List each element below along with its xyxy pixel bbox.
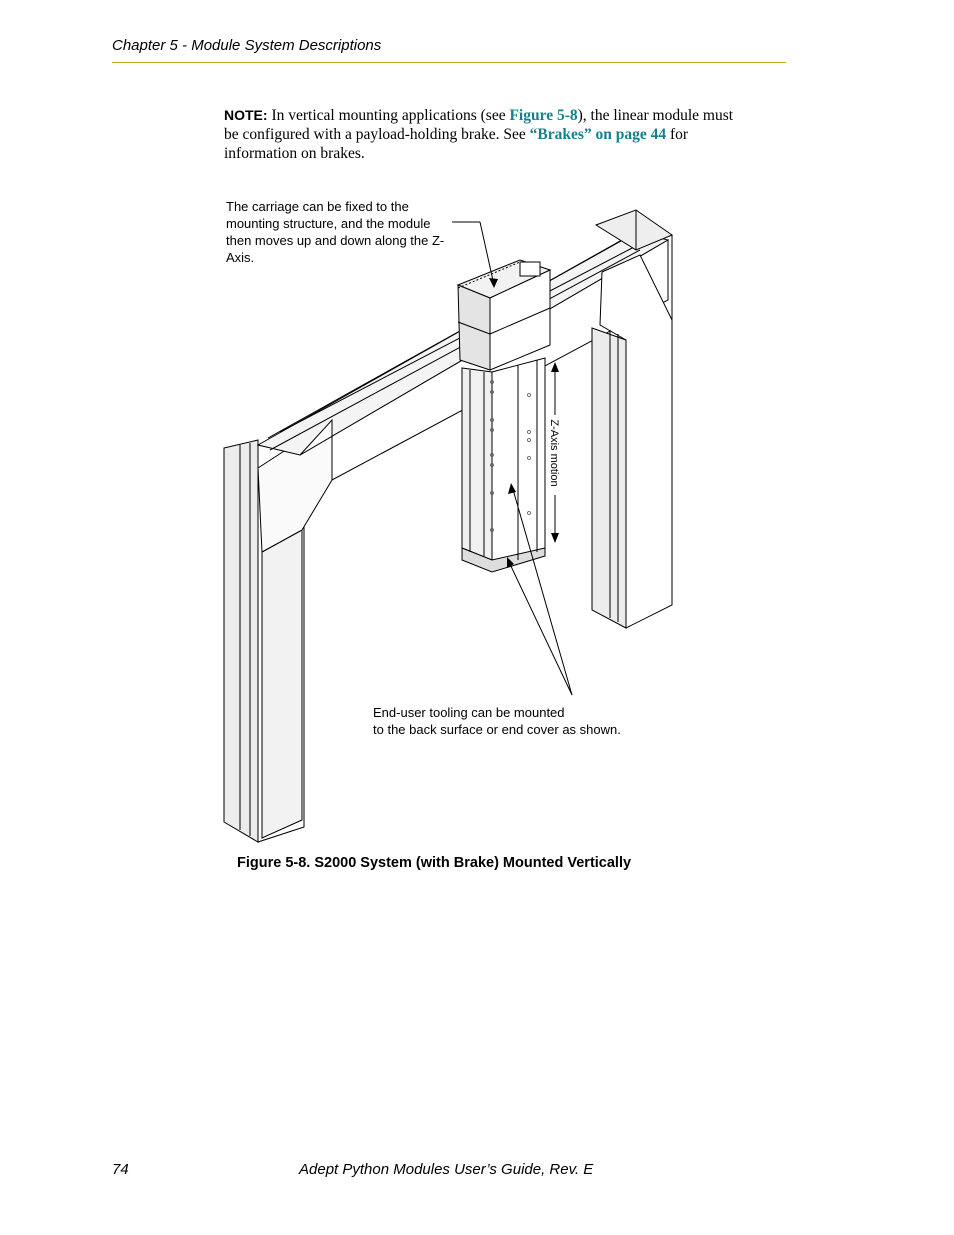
- left-column-flange: [224, 440, 258, 842]
- note-text-3: for information on brakes.: [224, 126, 689, 162]
- chapter-title: Chapter 5 - Module System Descriptions: [112, 37, 382, 54]
- note-text-1: In vertical mounting applications (see: [267, 107, 510, 124]
- figure-caption: Figure 5-8. S2000 System (with Brake) Mounted Vertically: [237, 855, 632, 871]
- tooling-callout: [373, 704, 673, 738]
- carriage-callout: The carriage can be fixed to the mounting structure, and the module then moves up and down along the Z-Axis.: [226, 199, 445, 265]
- figure-5-8-link[interactable]: Figure 5-8: [509, 107, 578, 124]
- brakes-link[interactable]: “Brakes” on page 44: [529, 126, 667, 143]
- page-number: 74: [112, 1161, 129, 1178]
- z-axis-label: Z-Axis motion: [548, 419, 560, 487]
- tooling-callout-line-2: to the back surface or end cover as shown.: [373, 722, 621, 737]
- note-label: NOTE:: [224, 107, 268, 123]
- left-column-lower: [262, 530, 302, 838]
- brake-connector: [520, 262, 540, 276]
- right-column-flange: [592, 328, 626, 628]
- document-title: Adept Python Modules User’s Guide, Rev. E: [299, 1161, 594, 1178]
- note-text-2: ), the linear module must be configured with a payload-holding brake. See: [224, 107, 734, 143]
- module-rail: [462, 368, 492, 560]
- tooling-callout-line-1: End-user tooling can be mounted: [373, 705, 565, 720]
